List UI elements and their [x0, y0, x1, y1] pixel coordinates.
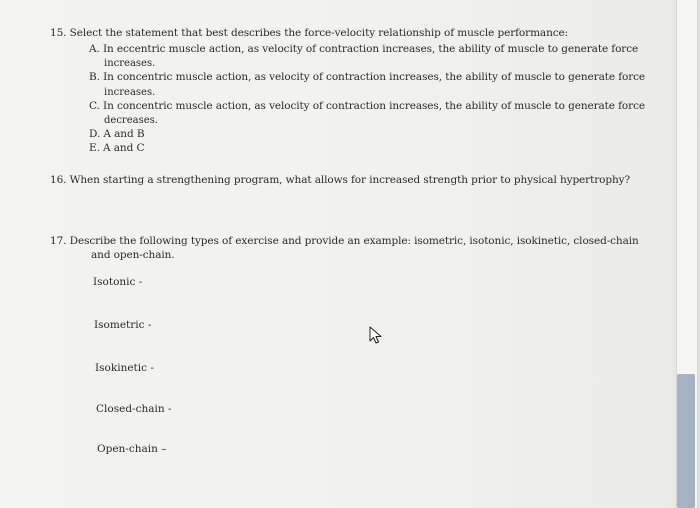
question-17-stem: 17. Describe the following types of exercise and provide an example: isometric, isotonic, isokinetic, closed-chain [50, 235, 639, 247]
scrollbar[interactable] [672, 0, 700, 508]
scrollbar-thumb[interactable] [677, 374, 695, 508]
closed-chain-label: Closed-chain - [96, 403, 172, 415]
q15-option-b: B. In concentric muscle action, as velocity of contraction increases, the ability of muscle to generate force [89, 71, 646, 83]
question-16-stem: 16. When starting a strengthening program, what allows for increased strength prior to physical hypertrophy? [50, 174, 631, 186]
question-15-stem: 15. Select the statement that best describes the force-velocity relationship of muscle performance: [50, 27, 569, 39]
mouse-pointer-icon [368, 326, 384, 344]
isotonic-label: Isotonic - [93, 276, 143, 288]
q15-option-b-continued: increases. [104, 87, 156, 98]
q15-option-a: A. In eccentric muscle action, as velocity of contraction increases, the ability of muscle to generate force [89, 43, 639, 55]
q15-option-c: C. In concentric muscle action, as velocity of contraction increases, the ability of muscle to generate force [89, 100, 645, 112]
isometric-label: Isometric - [94, 319, 152, 331]
q15-option-e: E. A and C [89, 142, 145, 154]
q15-option-a-continued: increases. [104, 58, 156, 69]
q15-option-c-continued: decreases. [104, 115, 158, 126]
open-chain-label: Open-chain – [97, 443, 167, 455]
q15-option-d: D. A and B [89, 128, 145, 140]
isokinetic-label: Isokinetic - [95, 362, 154, 374]
question-17-stem-continued: and open-chain. [91, 249, 175, 261]
